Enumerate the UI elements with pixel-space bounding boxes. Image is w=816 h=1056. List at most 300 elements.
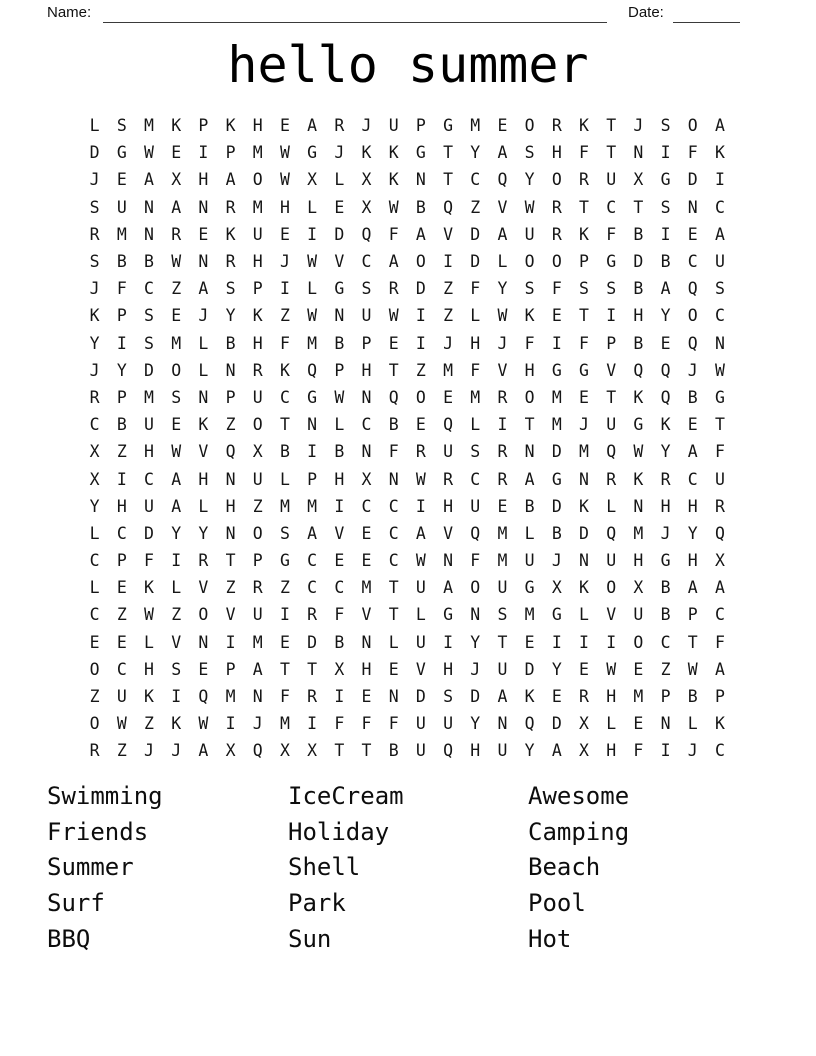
grid-letter: W xyxy=(116,714,127,734)
grid-letter: H xyxy=(470,333,481,353)
grid-letter: J xyxy=(334,143,345,163)
grid-letter: N xyxy=(225,469,236,489)
grid-letter: L xyxy=(388,632,399,652)
grid-letter: A xyxy=(497,687,508,707)
grid-letter: X xyxy=(307,170,318,190)
grid-letter: O xyxy=(551,170,562,190)
grid-letter: N xyxy=(415,170,426,190)
grid-letter: A xyxy=(714,224,725,244)
grid-letter: F xyxy=(633,741,644,761)
grid-letter: A xyxy=(714,116,725,136)
grid-letter: V xyxy=(443,523,453,543)
grid-letter: G xyxy=(524,578,535,598)
grid-letter: I xyxy=(415,333,426,353)
grid-letter: L xyxy=(171,578,182,598)
grid-letter: S xyxy=(89,197,100,217)
grid-letter: J xyxy=(252,714,263,734)
grid-letter: N xyxy=(198,252,209,272)
grid-letter: B xyxy=(633,333,644,353)
grid-letter: D xyxy=(415,687,426,707)
name-label: Name: xyxy=(47,4,92,21)
grid-letter: E xyxy=(279,632,290,652)
grid-letter: D xyxy=(89,143,100,163)
grid-letter: P xyxy=(116,306,127,326)
grid-letter: A xyxy=(198,279,209,299)
grid-letter: I xyxy=(334,496,345,516)
grid-letter: Z xyxy=(116,741,127,761)
grid-letter: U xyxy=(252,224,263,244)
grid-letter: S xyxy=(443,687,453,707)
grid-letter: C xyxy=(144,279,154,299)
grid-letter: E xyxy=(116,578,127,598)
grid-letter: F xyxy=(714,442,725,462)
grid-letter: F xyxy=(361,714,372,734)
grid-letter: F xyxy=(470,279,481,299)
grid-letter: E xyxy=(116,632,127,652)
grid-letter: P xyxy=(198,116,209,136)
grid-letter: I xyxy=(334,687,345,707)
grid-letter: L xyxy=(307,279,318,299)
grid-letter: E xyxy=(279,224,290,244)
grid-letter: H xyxy=(361,659,372,679)
grid-letter: D xyxy=(551,714,562,734)
grid-letter: C xyxy=(470,170,481,190)
grid-letter: D xyxy=(470,687,481,707)
grid-letter: E xyxy=(579,387,589,407)
grid-letter: W xyxy=(198,714,209,734)
grid-letter: C xyxy=(470,469,481,489)
grid-letter: E xyxy=(551,306,562,326)
grid-letter: Y xyxy=(89,333,100,353)
grid-letter: A xyxy=(252,659,263,679)
grid-letter: K xyxy=(579,578,589,598)
grid-letter: M xyxy=(579,442,589,462)
grid-letter: A xyxy=(687,442,698,462)
grid-letter: W xyxy=(144,605,154,625)
grid-letter: I xyxy=(279,605,290,625)
grid-letter: B xyxy=(524,496,535,516)
grid-letter: R xyxy=(89,741,100,761)
grid-letter: C xyxy=(361,252,372,272)
grid-letter: M xyxy=(551,415,562,435)
grid-letter: O xyxy=(470,578,481,598)
grid-letter: M xyxy=(497,523,508,543)
grid-letter: H xyxy=(633,306,644,326)
grid-letter: C xyxy=(89,551,100,571)
grid-letter: Y xyxy=(524,741,535,761)
grid-letter: C xyxy=(89,415,100,435)
grid-letter: E xyxy=(660,333,671,353)
grid-letter: Q xyxy=(660,360,671,380)
grid-letter: X xyxy=(225,741,236,761)
grid-letter: U xyxy=(252,605,263,625)
grid-letter: J xyxy=(198,306,209,326)
grid-letter: K xyxy=(714,714,725,734)
grid-letter: U xyxy=(116,687,127,707)
grid-letter: E xyxy=(171,415,182,435)
grid-letter: K xyxy=(524,687,535,707)
grid-letter: W xyxy=(307,306,318,326)
grid-letter: K xyxy=(579,224,589,244)
grid-letter: S xyxy=(361,279,372,299)
grid-letter: N xyxy=(307,415,318,435)
grid-letter: Q xyxy=(443,197,453,217)
grid-letter: A xyxy=(497,224,508,244)
grid-letter: M xyxy=(225,687,236,707)
grid-letter: U xyxy=(415,741,426,761)
grid-letter: M xyxy=(279,714,290,734)
grid-letter: C xyxy=(116,523,127,543)
grid-letter: U xyxy=(497,741,508,761)
word-list-item: Awesome xyxy=(528,782,630,810)
grid-letter: M xyxy=(116,224,127,244)
grid-letter: L xyxy=(579,605,589,625)
grid-letter: X xyxy=(89,442,100,462)
grid-letter: J xyxy=(633,116,644,136)
grid-letter: M xyxy=(307,333,318,353)
grid-letter: U xyxy=(116,197,127,217)
grid-letter: Q xyxy=(252,741,263,761)
grid-letter: U xyxy=(606,170,617,190)
grid-letter: E xyxy=(171,143,182,163)
grid-letter: N xyxy=(144,224,154,244)
grid-letter: P xyxy=(116,551,127,571)
grid-letter: A xyxy=(307,116,318,136)
grid-letter: C xyxy=(361,415,372,435)
grid-letter: F xyxy=(334,605,345,625)
grid-letter: Z xyxy=(660,659,671,679)
grid-letter: B xyxy=(660,252,671,272)
grid-letter: A xyxy=(415,224,426,244)
grid-letter: U xyxy=(524,551,535,571)
grid-letter: W xyxy=(334,387,345,407)
grid-letter: B xyxy=(144,252,154,272)
grid-letter: U xyxy=(252,469,263,489)
grid-letter: F xyxy=(279,687,290,707)
grid-letter: K xyxy=(388,170,399,190)
grid-letter: K xyxy=(633,469,644,489)
grid-letter: Y xyxy=(198,523,209,543)
grid-letter: O xyxy=(252,415,263,435)
grid-letter: Z xyxy=(279,306,290,326)
grid-letter: A xyxy=(171,469,182,489)
grid-letter: H xyxy=(470,741,481,761)
grid-letter: N xyxy=(660,714,671,734)
grid-letter: Z xyxy=(144,714,154,734)
grid-letter: M xyxy=(551,387,562,407)
grid-letter: R xyxy=(225,197,236,217)
grid-letter: D xyxy=(470,224,481,244)
grid-letter: M xyxy=(633,687,644,707)
grid-letter: Y xyxy=(687,523,698,543)
grid-letter: V xyxy=(198,442,209,462)
grid-letter: L xyxy=(307,197,318,217)
grid-letter: L xyxy=(198,496,209,516)
grid-letter: J xyxy=(497,333,508,353)
grid-letter: F xyxy=(388,714,399,734)
grid-letter: A xyxy=(714,578,725,598)
grid-letter: K xyxy=(579,116,589,136)
grid-letter: H xyxy=(252,252,263,272)
grid-letter: O xyxy=(252,523,263,543)
grid-letter: Q xyxy=(443,741,453,761)
grid-letter: T xyxy=(606,387,617,407)
grid-letter: L xyxy=(89,578,100,598)
grid-letter: A xyxy=(687,578,698,598)
grid-letter: R xyxy=(388,279,399,299)
grid-letter: B xyxy=(116,252,127,272)
grid-letter: F xyxy=(144,551,154,571)
grid-letter: I xyxy=(171,687,182,707)
grid-letter: Q xyxy=(606,442,617,462)
grid-letter: G xyxy=(307,387,318,407)
grid-letter: B xyxy=(660,605,671,625)
grid-letter: X xyxy=(633,578,644,598)
grid-letter: S xyxy=(171,659,182,679)
grid-letter: I xyxy=(116,333,127,353)
grid-letter: V xyxy=(606,360,617,380)
grid-letter: I xyxy=(198,143,209,163)
grid-letter: W xyxy=(497,306,508,326)
word-search-grid xyxy=(81,112,734,765)
word-list-item: Pool xyxy=(528,889,586,918)
grid-letter: W xyxy=(606,659,617,679)
grid-letter: H xyxy=(687,496,698,516)
grid-letter: I xyxy=(606,632,617,652)
grid-letter: J xyxy=(470,659,481,679)
grid-letter: D xyxy=(307,632,318,652)
grid-letter: E xyxy=(198,659,209,679)
grid-letter: N xyxy=(144,197,154,217)
grid-letter: K xyxy=(144,687,154,707)
grid-letter: G xyxy=(551,469,562,489)
grid-letter: E xyxy=(361,551,372,571)
grid-letter: B xyxy=(660,578,671,598)
grid-letter: K xyxy=(171,714,182,734)
grid-letter: X xyxy=(252,442,263,462)
grid-letter: P xyxy=(116,387,127,407)
grid-letter: H xyxy=(225,496,236,516)
grid-letter: D xyxy=(470,252,481,272)
grid-letter: D xyxy=(415,279,426,299)
word-list-item: Summer xyxy=(47,853,134,882)
grid-letter: Q xyxy=(524,714,535,734)
grid-letter: E xyxy=(116,170,127,190)
grid-letter: T xyxy=(307,659,318,679)
word-list-item: IceCream xyxy=(288,782,404,810)
grid-letter: W xyxy=(171,442,182,462)
grid-letter: J xyxy=(171,741,182,761)
grid-letter: H xyxy=(116,496,127,516)
grid-letter: L xyxy=(524,523,535,543)
grid-letter: C xyxy=(687,469,698,489)
word-list-column xyxy=(47,779,163,957)
grid-letter: R xyxy=(89,224,100,244)
grid-letter: Y xyxy=(470,714,481,734)
grid-letter: U xyxy=(714,469,725,489)
grid-letter: I xyxy=(307,224,318,244)
grid-letter: F xyxy=(687,143,698,163)
grid-letter: E xyxy=(497,496,508,516)
grid-letter: I xyxy=(579,632,589,652)
grid-letter: B xyxy=(334,442,345,462)
grid-letter: R xyxy=(551,197,562,217)
grid-letter: J xyxy=(551,551,562,571)
grid-letter: V xyxy=(361,605,372,625)
word-list-item: Camping xyxy=(528,817,630,846)
grid-letter: Y xyxy=(551,659,562,679)
grid-letter: Q xyxy=(633,360,644,380)
grid-letter: O xyxy=(198,605,209,625)
grid-letter: T xyxy=(579,197,589,217)
grid-letter: E xyxy=(334,551,345,571)
grid-letter: Z xyxy=(470,197,481,217)
grid-letter: C xyxy=(144,469,154,489)
grid-letter: L xyxy=(334,170,345,190)
grid-letter: S xyxy=(497,605,508,625)
grid-letter: U xyxy=(606,551,617,571)
grid-letter: H xyxy=(361,360,372,380)
grid-letter: L xyxy=(497,252,508,272)
grid-letter: T xyxy=(443,143,453,163)
grid-letter: E xyxy=(361,523,372,543)
grid-letter: I xyxy=(714,170,725,190)
grid-letter: O xyxy=(252,170,263,190)
grid-letter: A xyxy=(497,143,508,163)
grid-letter: W xyxy=(415,551,426,571)
grid-letter: X xyxy=(361,469,372,489)
grid-letter: H xyxy=(687,551,698,571)
grid-letter: Y xyxy=(89,496,100,516)
name-blank-line[interactable] xyxy=(103,22,607,23)
grid-letter: Q xyxy=(470,523,481,543)
grid-letter: T xyxy=(714,415,725,435)
grid-letter: I xyxy=(497,415,508,435)
grid-letter: C xyxy=(714,741,725,761)
grid-letter: G xyxy=(660,170,671,190)
word-list-column xyxy=(288,779,404,957)
grid-letter: F xyxy=(470,360,481,380)
grid-letter: B xyxy=(388,741,399,761)
word-list-item: Sun xyxy=(288,924,332,953)
grid-letter: F xyxy=(279,333,290,353)
grid-letter: F xyxy=(388,224,399,244)
grid-letter: M xyxy=(524,605,535,625)
grid-letter: Q xyxy=(606,523,617,543)
grid-letter: W xyxy=(687,659,698,679)
grid-letter: R xyxy=(252,578,263,598)
grid-letter: I xyxy=(307,714,318,734)
grid-letter: B xyxy=(551,523,562,543)
grid-letter: B xyxy=(687,687,698,707)
grid-letter: P xyxy=(714,687,725,707)
grid-letter: R xyxy=(579,170,589,190)
grid-letter: T xyxy=(524,415,535,435)
grid-letter: S xyxy=(225,279,236,299)
grid-letter: C xyxy=(89,605,100,625)
grid-letter: G xyxy=(116,143,127,163)
grid-letter: J xyxy=(361,116,372,136)
grid-letter: U xyxy=(144,415,154,435)
grid-letter: Q xyxy=(225,442,236,462)
grid-letter: V xyxy=(443,224,453,244)
grid-letter: U xyxy=(252,387,263,407)
grid-letter: E xyxy=(415,415,426,435)
grid-letter: N xyxy=(225,360,236,380)
grid-letter: H xyxy=(144,442,154,462)
grid-letter: T xyxy=(334,741,345,761)
grid-letter: P xyxy=(579,252,589,272)
grid-letter: M xyxy=(361,578,372,598)
grid-letter: O xyxy=(89,659,100,679)
grid-letter: X xyxy=(361,197,372,217)
grid-letter: N xyxy=(443,551,453,571)
grid-letter: G xyxy=(443,605,453,625)
grid-letter: R xyxy=(307,605,318,625)
grid-letter: Y xyxy=(116,360,127,380)
grid-letter: R xyxy=(497,387,508,407)
grid-letter: N xyxy=(198,632,209,652)
grid-letter: C xyxy=(116,659,127,679)
grid-letter: T xyxy=(388,605,399,625)
grid-letter: C xyxy=(714,197,725,217)
grid-letter: F xyxy=(714,632,725,652)
grid-letter: C xyxy=(687,252,698,272)
grid-letter: Z xyxy=(279,578,290,598)
grid-letter: S xyxy=(279,523,290,543)
grid-letter: T xyxy=(497,632,508,652)
grid-letter: U xyxy=(497,659,508,679)
grid-letter: A xyxy=(660,279,671,299)
grid-letter: U xyxy=(415,632,426,652)
grid-letter: P xyxy=(660,687,671,707)
grid-letter: G xyxy=(660,551,671,571)
grid-letter: R xyxy=(714,496,725,516)
grid-letter: D xyxy=(687,170,698,190)
grid-letter: S xyxy=(714,279,725,299)
grid-letter: E xyxy=(579,659,589,679)
grid-letter: G xyxy=(551,360,562,380)
grid-letter: S xyxy=(116,116,127,136)
grid-letter: Z xyxy=(116,605,127,625)
grid-letter: Y xyxy=(524,170,535,190)
grid-letter: R xyxy=(252,360,263,380)
grid-letter: K xyxy=(660,415,671,435)
grid-letter: R xyxy=(497,469,508,489)
grid-letter: M xyxy=(470,116,481,136)
grid-letter: E xyxy=(687,224,698,244)
date-blank-line[interactable] xyxy=(673,22,740,23)
grid-letter: K xyxy=(171,116,182,136)
grid-letter: H xyxy=(633,551,644,571)
grid-letter: F xyxy=(579,143,589,163)
grid-letter: U xyxy=(470,496,481,516)
grid-letter: G xyxy=(279,551,290,571)
grid-letter: R xyxy=(660,469,671,489)
grid-letter: E xyxy=(89,632,100,652)
grid-letter: N xyxy=(633,496,644,516)
word-list-item: Hot xyxy=(528,924,572,953)
grid-letter: I xyxy=(225,632,236,652)
grid-letter: P xyxy=(361,333,372,353)
grid-letter: K xyxy=(524,306,535,326)
grid-letter: V xyxy=(497,197,508,217)
grid-letter: R xyxy=(606,469,617,489)
grid-letter: P xyxy=(225,143,236,163)
grid-letter: H xyxy=(252,333,263,353)
grid-letter: P xyxy=(687,605,698,625)
grid-letter: U xyxy=(144,496,154,516)
